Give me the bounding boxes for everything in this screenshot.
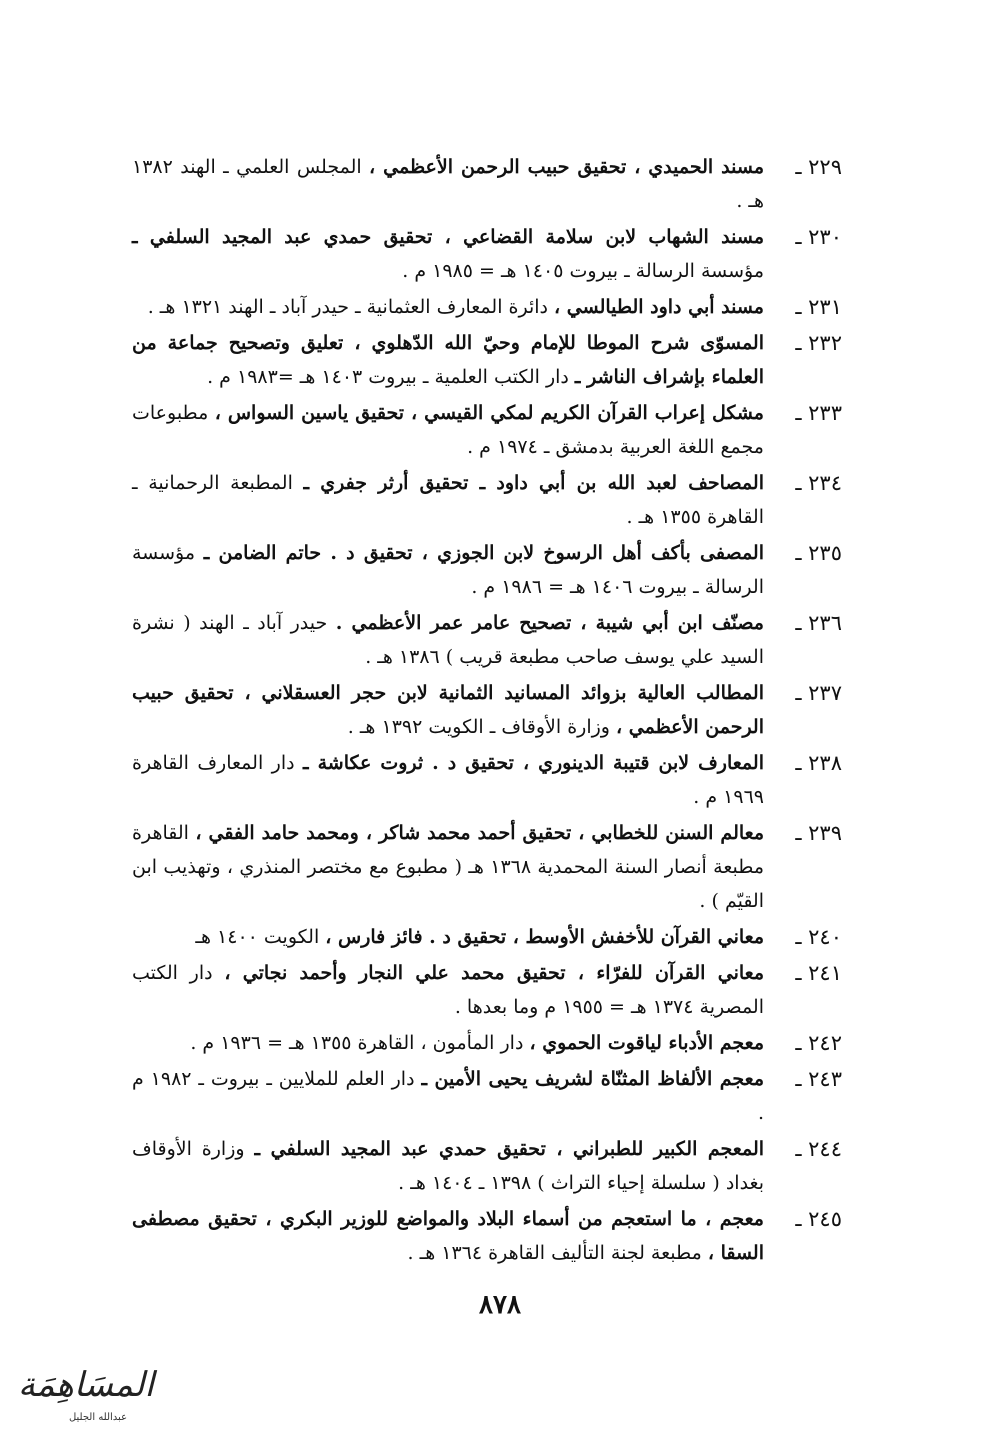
entry-number: ٢٤٣ ـ [795,1067,842,1091]
entry-number: ٢٤٢ ـ [795,1031,842,1055]
reference-entry [132,150,842,218]
reference-entry [132,676,842,744]
entry-number: ٢٤٠ ـ [795,925,842,949]
entry-text [132,956,764,1024]
entry-publication: المطبعة الرحمانية ـ القاهرة ١٣٥٥ هـ . [132,472,764,528]
entry-publication: مؤسسة الرسالة ـ بيروت ١٤٠٥ هـ = ١٩٨٥ م . [402,260,764,282]
reference-entry [132,290,842,324]
entry-publication: دار المعارف القاهرة ١٩٦٩ م . [132,752,764,808]
entry-publication: دائرة المعارف العثمانية ـ حيدر آباد ـ الهند ١٣٢١ هـ . [147,296,548,318]
entry-publication: مطبعة لجنة التأليف القاهرة ١٣٦٤ هـ . [407,1242,702,1264]
reference-entry [132,466,842,534]
entry-title: المطالب العالية بزوائد المسانيد الثمانية لابن حجر العسقلاني ، تحقيق حبيب الرحمن الأعظمي ، [132,682,764,738]
entry-text [132,536,764,604]
entry-title: المعارف لابن قتيبة الدينوري ، تحقيق د . ثروت عكاشة ـ [303,752,764,774]
entry-publication: وزارة الأوقاف ـ الكويت ١٣٩٢ هـ . [347,716,610,738]
entry-number: ٢٤٥ ـ [795,1207,842,1231]
reference-entry [132,606,842,674]
entry-title: المسوّى شرح الموطا للإمام وحيّ الله الدّهلوي ، تعليق وتصحيح جماعة من العلماء بإشراف الناشر ـ [132,332,764,388]
reference-entry [132,956,842,1024]
entry-number: ٢٤١ ـ [795,961,842,985]
entry-publication: القاهرة مطبعة أنصار السنة المحمدية ١٣٦٨ هـ ( مطبوع مع مختصر المنذري ، وتهذيب ابن القيّم ) . [132,822,765,912]
entry-title: معجم الأدباء لياقوت الحموي ، [529,1032,764,1054]
entry-text [132,1202,764,1270]
entry-title: مسند أبي داود الطيالسي ، [554,296,764,318]
entry-title: المعجم الكبير للطبراني ، تحقيق حمدي عبد المجيد السلفي ـ [254,1138,765,1160]
entry-publication: مؤسسة الرسالة ـ بيروت ١٤٠٦ هـ = ١٩٨٦ م . [132,542,764,598]
entry-publication: دار العلم للملايين ـ بيروت ـ ١٩٨٢ م . [132,1068,764,1124]
entry-text [132,326,764,394]
entry-publication: دار الكتب العلمية ـ بيروت ١٤٠٣ هـ =١٩٨٣ م . [207,366,569,388]
entry-publication: دار المأمون ، القاهرة ١٣٥٥ هـ = ١٩٣٦ م . [190,1032,524,1054]
reference-entry [132,816,842,918]
entry-text [132,150,764,218]
entry-number: ٢٢٩ ـ [795,155,842,179]
entry-number: ٢٣٣ ـ [795,401,842,425]
entry-title: معالم السنن للخطابي ، تحقيق أحمد محمد شاكر ، ومحمد حامد الفقي ، [195,822,764,844]
entry-number: ٢٣٤ ـ [795,471,842,495]
entry-text [132,1062,764,1130]
entry-publication: المجلس العلمي ـ الهند ١٣٨٢ هـ . [132,156,764,212]
entry-publication: دار الكتب المصرية ١٣٧٤ هـ = ١٩٥٥ م وما بعدها . [132,962,764,1018]
entry-text [132,606,764,674]
calligraphy-stamp-logo [12,1358,162,1430]
entry-title: معجم الألفاظ المثنّاة لشريف يحيى الأمين ـ [421,1068,765,1090]
reference-entry [132,1026,842,1060]
stamp-line-1: المسَاهِمَة [18,1365,154,1405]
entry-title: مصنّف ابن أبي شيبة ، تصحيح عامر عمر الأعظمي . [335,612,764,634]
entry-publication: مطبوعات مجمع اللغة العربية بدمشق ـ ١٩٧٤ م . [132,402,764,458]
entry-number: ٢٣٢ ـ [795,331,842,355]
reference-entry [132,536,842,604]
entry-number: ٢٣٨ ـ [795,751,842,775]
reference-entry [132,1062,842,1130]
entry-text [132,920,764,954]
entry-title: المصفى بأكف أهل الرسوخ لابن الجوزي ، تحقيق د . حاتم الضامن ـ [203,542,764,564]
entry-title: معجم ، ما استعجم من أسماء البلاد والمواضع للوزير البكري ، تحقيق مصطفى السقا ، [132,1208,764,1264]
entry-publication: وزارة الأوقاف بغداد ( سلسلة إحياء التراث ) ١٣٩٨ ـ ١٤٠٤ هـ . [132,1138,764,1194]
entry-title: مشكل إعراب القرآن الكريم لمكي القيسي ، تحقيق ياسين السواس ، [214,402,764,424]
entry-number: ٢٣١ ـ [795,295,842,319]
entry-title: معاني القرآن للفرّاء ، تحقيق محمد علي النجار وأحمد نجاتي ، [224,962,764,984]
stamp-line-2: عبدالله الجليل [68,1412,128,1423]
entry-text [132,1026,764,1060]
entry-text [132,816,764,918]
entry-title: معاني القرآن للأخفش الأوسط ، تحقيق د . فائز فارس ، [325,926,764,948]
entry-title: مسند الشهاب لابن سلامة القضاعي ، تحقيق حمدي عبد المجيد السلفي ـ [132,226,764,248]
entry-text [132,290,764,324]
entry-number: ٢٣٥ ـ [795,541,842,565]
reference-entry [132,396,842,464]
entry-number: ٢٤٤ ـ [795,1137,842,1161]
entry-title: المصاحف لعبد الله بن أبي داود ـ تحقيق أرثر جفري ـ [303,472,764,494]
reference-entry [132,1132,842,1200]
reference-entry [132,746,842,814]
reference-entry [132,1202,842,1270]
entry-text [132,220,764,288]
entry-number: ٢٣٠ ـ [795,225,842,249]
entry-text [132,746,764,814]
entry-number: ٢٣٦ ـ [795,611,842,635]
entry-number: ٢٣٩ ـ [795,821,842,845]
reference-entry [132,326,842,394]
entry-title: مسند الحميدي ، تحقيق حبيب الرحمن الأعظمي ، [369,156,764,178]
entry-number: ٢٣٧ ـ [795,681,842,705]
entry-publication: الكويت ١٤٠٠ هـ [195,926,320,948]
entry-publication: حيدر آباد ـ الهند ( نشرة السيد علي يوسف صاحب مطبعة قريب ) ١٣٨٦ هـ . [132,612,764,668]
entry-text [132,396,764,464]
entry-text [132,1132,764,1200]
entry-text [132,676,764,744]
reference-entry [132,220,842,288]
reference-entry [132,920,842,954]
bibliography-list [132,150,842,1272]
entry-text [132,466,764,534]
page-number: ٨٧٨ [479,1290,521,1320]
